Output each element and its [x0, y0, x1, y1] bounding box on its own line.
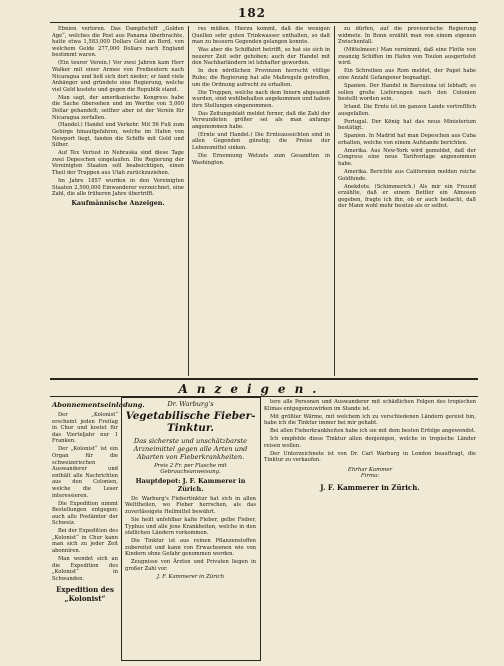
paragraph: Zeugnisse von Ärzten und Privaten liegen in großer Zahl vor.: [125, 559, 256, 572]
ad-subtitle: Das sicherste und unschätzbarste Arzneimittel gegen alle Arten und Abarten von Fieberkrankheiten.: [133, 437, 248, 461]
paragraph: Spanien. Der Handel in Barcelona ist lebhaft; es sollen große Lieferungen nach den Colonien bestellt worden sein.: [338, 82, 476, 103]
paragraph: Bei der Expedition des „Kolonist“ in Chur kann man sich zu jeder Zeit abonniren.: [52, 528, 118, 555]
paragraph: Das Zeitungsblatt meldet ferner, daß die Zahl der Verwundeten größer sei als man anfangs angenommen habe.: [192, 110, 330, 130]
ad-signature: Expedition des „Kolonist“: [56, 585, 114, 604]
paragraph: Portugal. Der König hat das neue Ministerium bestätigt.: [338, 118, 476, 132]
paragraph: res müßen. Hierzu kommt, daß die wenigen Quellen sehr guten Trinkwasser enthalten, so daß man zu bessern Gegenden gelangen konnte.: [192, 26, 330, 46]
paragraph: Mit größter Wärme, mit welchem ich zu verschiedenen Ländern gereist bin, habe ich die Tinktur immer bei mir gehabt.: [264, 413, 476, 427]
paragraph: Bei allen Fieberkrankheiten habe ich sie mit dem besten Erfolge angewendet.: [270, 428, 476, 435]
paragraph: Spanien. In Madrid hat man Depeschen aus Cuba erhalten, welche von einem Aufstande berichten.: [338, 133, 476, 146]
section-rule-bottom: [50, 396, 478, 397]
paragraph: Der „Kolonist“ erscheint jeden Freitag in Chur und kostet für das Vierteljahr nur 1 Franken.: [52, 412, 118, 445]
paragraph: Sie heilt unfehlbar kalte Fieber, gelbe Fieber, Typhus und alle jene Krankheiten, welche in den südlichen Ländern vorkommen.: [125, 516, 256, 537]
ad-signature-top: Ehrhar Kammer: [347, 466, 393, 473]
paragraph: Die Expedition nimmt Bestellungen entgegen; auch alle Postämter der Schweiz.: [52, 500, 118, 527]
section-rule-top: [50, 378, 478, 380]
ad-title: Vegetabilische Fieber-Tinktur.: [125, 410, 256, 434]
paragraph: (Ein teurer Verein.) Vor zwei Jahren kam Herr Walker mit einer Armee von Freibeutern nach Nicaragua und ließ sich dort nieder; er fand viele Anhänger und gründete eine Regierung, welche viel Geld kostete und gegen die Republik stand.: [52, 60, 184, 93]
paragraph: (Mittelmeer.) Man vernimmt, daß eine Flotte von zwanzig Schiffen im Hafen von Toulon ausgerüstet wird.: [338, 47, 476, 67]
page-number: 182: [237, 6, 267, 20]
ad-depot: Hauptdepot: J. F. Kammerer in Zürich.: [135, 476, 246, 493]
paragraph: Ebnien verloren. Das Dampfschiff „Golden Age“, welches die Post aus Panama überbrachte, hatte etwa 1,583,000 Dollars Gold an Bord, von welchem Gelde 277,000 Dollars nach England bestimmt waren.: [52, 26, 184, 59]
paragraph: Anekdote. (Schimmerich.) Als mir ein Freund erzählte, daß er einem Bettler ein Almosen gegeben, fragte ich ihn, ob er auch bedacht, daß der Mann wohl mehr besitze als er selbst.: [338, 183, 476, 210]
paragraph: In den nördlichen Provinzen herrscht völlige Ruhe; die Regierung hat alle Maßregeln getroffen, um die Ordnung aufrecht zu erhalten.: [192, 68, 330, 88]
ad-author: Dr. Warburg's: [167, 400, 214, 408]
column-divider: [188, 26, 189, 376]
paragraph: Die Truppen, welche nach dem Innern abgesandt wurden, sind wohlbehalten angekommen und haben ihre Stellungen eingenommen.: [192, 89, 330, 109]
paragraph: Ein Schreiben aus Rom meldet, der Papst habe eine Anzahl Gefangener begnadigt.: [338, 68, 476, 81]
paragraph: zu dürfen, auf die provisorische Regierung widmete. In Bonn erzählt man von einem eigenen Zwischenfall.: [338, 26, 476, 46]
paragraph: Dr. Warburg's Fiebertinktur hat sich in allen Welttheilen, wo Fieber herrschen, als das zuverlässigste Heilmittel bewährt.: [125, 495, 256, 515]
ad-firm-label: Firma:: [360, 473, 380, 480]
paragraph: (Ernte und Handel.) Die Ernteaussichten sind in allen Gegenden günstig; die Preise der Lebensmittel sinken.: [192, 131, 330, 152]
paragraph: Man sagt, der amerikanische Kongress habe die Sache übersehen und im Werthe von 5,000 Dollar gehandelt; seither aber ist der Verein für Nicaragua zerfallen.: [52, 94, 184, 121]
paragraph: Der Unterzeichnete ist von Dr. Carl Warburg in London beauftragt, die Tinktur zu verkaufen.: [264, 450, 476, 464]
news-column-3: [338, 26, 476, 376]
ad-price: Preis 2 Fr. per Flasche mit Gebrauchsanweisung.: [154, 463, 227, 476]
paragraph: Amerika. Aus New-York wird gemeldet, daß der Congress eine neue Tarifvorlage angenommen habe.: [338, 147, 476, 168]
news-column-1: [52, 26, 184, 376]
paragraph: Die Ernennung Wetzels zum Gesandten in Washington.: [192, 153, 330, 166]
ad-signature: J. F. Kammerer in Zürich.: [320, 482, 420, 492]
news-column-2: [192, 26, 330, 376]
column-heading: Kaufmännische Anzeigen.: [71, 198, 165, 207]
ad-testimonial: [264, 399, 476, 659]
section-title: Anzeigen.: [178, 382, 326, 396]
ad-footer: J. F. Kammerer in Zürich: [156, 573, 225, 580]
paragraph: Die Tinktur ist aus reinen Pflanzenstoffen zubereitet und kann von Erwachsenen wie von Kindern ohne Gefahr genommen werden.: [125, 538, 256, 558]
paragraph: Amerika. Berichte aus Californien melden reiche Goldfunde.: [338, 169, 476, 182]
paragraph: Im Jahre 1857 wurden in den Vereinigten Staaten 2,500,000 Einwanderer verzeichnet, eine Zahl, die alle früheren Jahre übertrifft.: [52, 178, 184, 198]
paragraph: Man wendet sich an die Expedition des „Kolonist“ in Schwanden.: [52, 556, 118, 582]
paragraph: Der „Kolonist“ ist ein Organ für die schweizerischen Auswanderer und enthält alle Nachrichten aus den Colonien, welche die Leser interessieren.: [52, 446, 118, 499]
paragraph: Ich empfehle diese Tinktur allen denjenigen, welche in tropische Länder reisen wollen.: [264, 436, 476, 449]
paragraph: Auf Tex Verlust in Nebraska sind diese Tage zwei Depeschen eingelaufen. Die Regierung der Vereinigten Staaten soll beabsichtigen, einen Theil der Truppen aus Utah zurückzuziehen.: [52, 150, 184, 177]
paragraph: Irland. Die Ernte ist im ganzen Lande vortrefflich ausgefallen.: [338, 104, 476, 117]
header-rule: [50, 22, 478, 23]
paragraph: tere alle Personen und Auswanderer mit schädlichen Folgen des tropischen Klimas entgegenzuwirken im Stande ist.: [264, 399, 476, 412]
paragraph: Was aber die Schiffahrt betrifft, so hat sie sich in neuerer Zeit sehr gehoben; auch der Handel mit den Nachbarländern ist lebhafter geworden.: [192, 47, 330, 67]
paragraph: (Handel.) Handel und Verkehr. Mit 56 Fuß zum Gebirge hinaufgefahren, welche im Hafen von Newport liegt, fanden die Schiffe mit Gold und Silber.: [52, 122, 184, 149]
ad-title: Abonnementseinladung.: [52, 401, 145, 409]
ad-subscription: [52, 399, 145, 659]
column-divider: [334, 26, 335, 376]
ad-fever-tincture: [125, 400, 256, 658]
